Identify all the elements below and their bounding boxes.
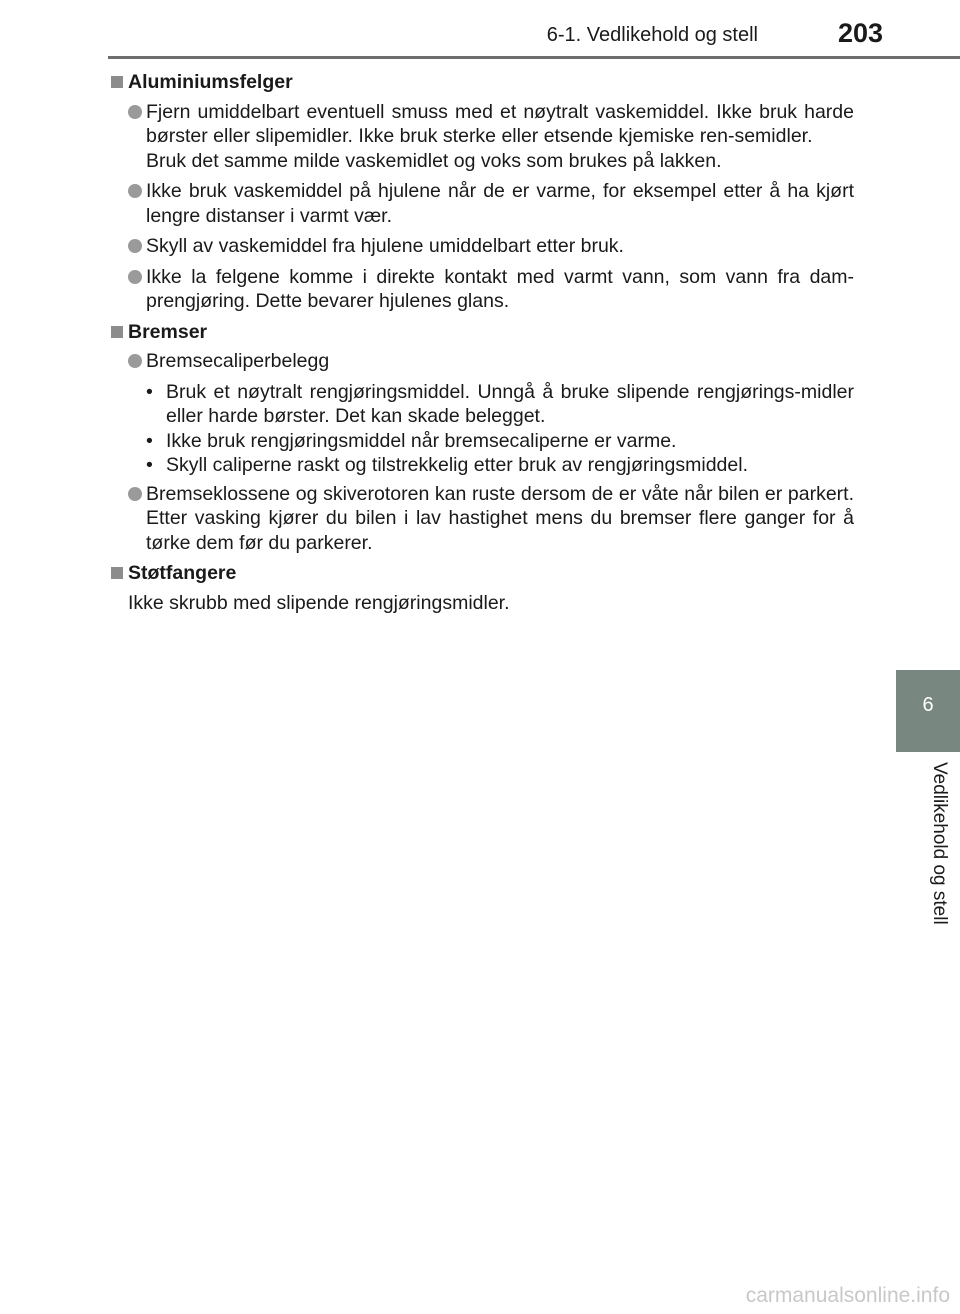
- chapter-title: Vedlikehold og stell: [929, 762, 950, 925]
- section-heading-text: Aluminiumsfelger: [128, 71, 293, 93]
- small-bullet-icon: •: [146, 454, 153, 476]
- paragraph: Bremseklossene og skiverotoren kan ruste dersom de er våte når bilen er parkert. Etter vasking kjører du bilen i lav hastighet mens du bremser flere ganger for å tørke dem før du parkerer.: [146, 482, 854, 554]
- round-bullet-icon: [128, 105, 142, 119]
- round-bullet-icon: [128, 239, 142, 253]
- paragraph: Ikke la felgene komme i direkte kontakt med varmt vann, som vann fra dam-prengjøring. Dette bevarer hjulenes glans.: [146, 265, 854, 312]
- round-bullet-icon: [128, 184, 142, 198]
- chapter-tab[interactable]: [896, 670, 960, 752]
- paragraph: Bruk det samme milde vaskemidlet og voks som brukes på lakken.: [146, 149, 722, 172]
- sub-list-text: Ikke bruk rengjøringsmiddel når bremsecaliperne er varme.: [166, 429, 677, 452]
- chapter-number: 6: [922, 694, 934, 716]
- list-item: [108, 482, 854, 556]
- watermark: carmanualsonline.info: [745, 1284, 950, 1307]
- round-bullet-icon: [128, 270, 142, 284]
- list-item: [108, 234, 854, 259]
- page-number: 203: [838, 18, 884, 48]
- section-heading: [108, 561, 854, 586]
- header-rule: [108, 56, 960, 59]
- sub-list-item: [108, 380, 854, 429]
- header-section-title: 6-1. Vedlikehold og stell: [546, 24, 758, 46]
- sub-list-item: [108, 429, 854, 454]
- section-heading: [108, 70, 854, 95]
- square-bullet-icon: [111, 76, 123, 88]
- list-item: [108, 349, 854, 374]
- square-bullet-icon: [111, 326, 123, 338]
- paragraph: Bremsecaliperbelegg: [146, 350, 330, 372]
- list-item: [108, 179, 854, 228]
- square-bullet-icon: [111, 567, 123, 579]
- sub-list: [108, 380, 854, 478]
- small-bullet-icon: •: [146, 429, 153, 452]
- section-heading: [108, 320, 854, 345]
- page-content: [108, 70, 854, 615]
- round-bullet-icon: [128, 487, 142, 501]
- paragraph: Fjern umiddelbart eventuell smuss med et nøytralt vaskemiddel. Ikke bruk harde børster eller slipemidler. Ikke bruk sterke eller etsende kjemiske ren-semidler.: [146, 100, 854, 147]
- sub-list-text: Skyll caliperne raskt og tilstrekkelig etter bruk av rengjøringsmiddel.: [166, 454, 748, 476]
- section-heading-text: Støtfangere: [128, 562, 237, 584]
- small-bullet-icon: •: [146, 380, 153, 403]
- section-body: Ikke skrubb med slipende rengjøringsmidler.: [128, 591, 510, 614]
- list-item: [108, 265, 854, 314]
- round-bullet-icon: [128, 354, 142, 368]
- list-item: [108, 100, 854, 174]
- sub-list-item: [108, 453, 854, 478]
- section-heading-text: Bremser: [128, 320, 208, 343]
- paragraph: Skyll av vaskemiddel fra hjulene umiddelbart etter bruk.: [146, 235, 624, 257]
- paragraph: Ikke bruk vaskemiddel på hjulene når de er varme, for eksempel etter å ha kjørt lengre distanser i varmt vær.: [146, 180, 854, 227]
- sub-list-text: Bruk et nøytralt rengjøringsmiddel. Unngå å bruke slipende rengjørings-midler eller harde børster. Det kan skade belegget.: [166, 380, 854, 427]
